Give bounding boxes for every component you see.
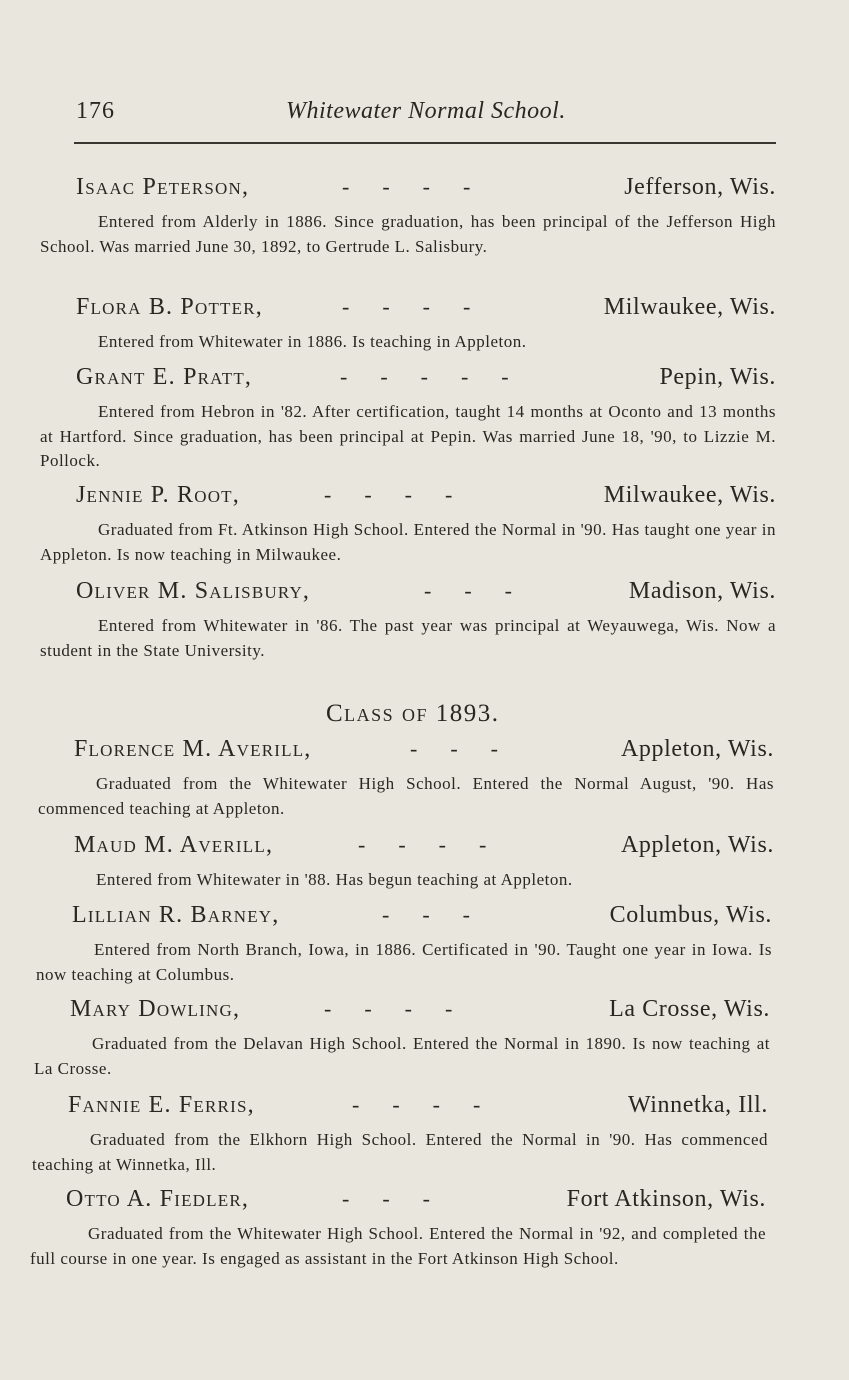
leader-dashes: - - - - [342, 174, 471, 199]
alumni-place: Milwaukee, Wis. [603, 482, 776, 508]
alumni-name: Florence M. Averill, [74, 736, 312, 762]
header-rule [74, 142, 776, 144]
alumni-place: Appleton, Wis. [621, 832, 774, 858]
alumni-entry [40, 364, 776, 474]
leader-dashes: - - - [382, 902, 470, 927]
alumni-place: Columbus, Wis. [609, 902, 772, 928]
alumni-name: Oliver M. Salisbury, [76, 578, 311, 604]
leader-dashes: - - - [342, 1186, 430, 1211]
alumni-bio: Graduated from the Whitewater High School. Entered the Normal in '92, and completed the full course in one year. Is engaged as assistant in the Fort Atkinson High School. [30, 1224, 766, 1268]
leader-dashes: - - - [424, 578, 512, 603]
leader-dashes: - - - - [324, 482, 453, 507]
alumni-name: Flora B. Potter, [76, 294, 263, 320]
alumni-name: Lillian R. Barney, [72, 902, 280, 928]
alumni-name: Mary Dowling, [70, 996, 241, 1022]
leader-dashes: - - - - [342, 294, 471, 319]
alumni-bio: Entered from Whitewater in 1886. Is teaching in Appleton. [98, 332, 527, 351]
alumni-place: La Crosse, Wis. [609, 996, 770, 1022]
alumni-bio: Entered from Whitewater in '86. The past year was principal at Weyauwega, Wis. Now a student in the State University. [40, 616, 776, 660]
running-title: Whitewater Normal School. [286, 98, 566, 124]
alumni-bio: Graduated from the Delavan High School. Entered the Normal in 1890. Is now teaching at La Crosse. [34, 1034, 770, 1078]
alumni-bio: Entered from Alderly in 1886. Since graduation, has been principal of the Jefferson High School. Was married June 30, 1892, to Gertrude L. Salisbury. [40, 212, 776, 256]
alumni-entry [34, 996, 770, 1081]
class-heading: Class of 1893. [326, 700, 500, 727]
alumni-name: Jennie P. Root, [76, 482, 240, 508]
alumni-place: Winnetka, Ill. [627, 1092, 768, 1118]
alumni-entry [32, 1092, 768, 1177]
alumni-name: Otto A. Fiedler, [66, 1186, 250, 1212]
alumni-place: Pepin, Wis. [659, 364, 776, 390]
alumni-bio: Graduated from the Whitewater High School. Entered the Normal August, '90. Has commenced teaching at Appleton. [38, 774, 774, 818]
leader-dashes: - - - - - [340, 364, 509, 389]
alumni-bio: Entered from Hebron in '82. After certification, taught 14 months at Oconto and 13 months at Hartford. Since graduation, has been principal at Pepin. Was married June 18, '90, to Lizzie M. Pollock. [40, 402, 776, 470]
alumni-name: Maud M. Averill, [74, 832, 274, 858]
alumni-bio: Entered from North Branch, Iowa, in 1886. Certificated in '90. Taught one year in Iowa. Is now teaching at Columbus. [36, 940, 772, 984]
leader-dashes: - - - - [324, 996, 453, 1021]
leader-dashes: - - - [410, 736, 498, 761]
alumni-entry [74, 832, 774, 893]
alumni-entry [40, 482, 776, 567]
alumni-bio: Graduated from the Elkhorn High School. Entered the Normal in '90. Has commenced teaching at Winnetka, Ill. [32, 1130, 768, 1174]
alumni-entry [76, 294, 776, 355]
page-number: 176 [76, 98, 115, 124]
alumni-bio: Graduated from Ft. Atkinson High School. Entered the Normal in '90. Has taught one year in Appleton. Is now teaching in Milwaukee. [40, 520, 776, 564]
alumni-place: Fort Atkinson, Wis. [566, 1186, 766, 1212]
alumni-place: Madison, Wis. [628, 578, 776, 604]
alumni-name: Fannie E. Ferris, [68, 1092, 255, 1118]
alumni-entry [38, 736, 774, 821]
page-header [76, 98, 776, 132]
alumni-name: Grant E. Pratt, [76, 364, 253, 390]
alumni-place: Jefferson, Wis. [624, 174, 776, 200]
alumni-place: Appleton, Wis. [621, 736, 774, 762]
alumni-bio: Entered from Whitewater in '88. Has begun teaching at Appleton. [96, 870, 573, 889]
leader-dashes: - - - - [352, 1092, 481, 1117]
alumni-place: Milwaukee, Wis. [603, 294, 776, 320]
alumni-entry [36, 902, 772, 987]
alumni-entry [40, 578, 776, 663]
alumni-name: Isaac Peterson, [76, 174, 250, 200]
alumni-entry [40, 174, 776, 259]
leader-dashes: - - - - [358, 832, 487, 857]
alumni-entry [30, 1186, 766, 1271]
